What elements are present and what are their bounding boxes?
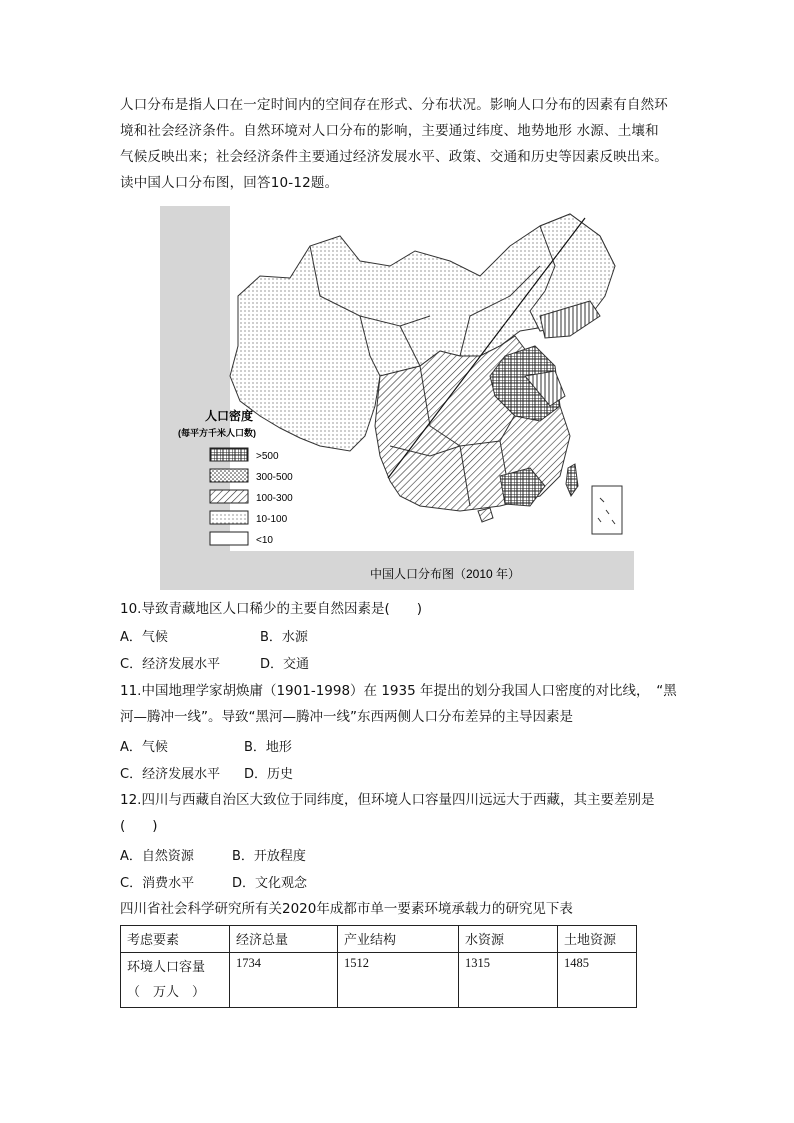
legend-item-3: 100-300 xyxy=(256,493,293,504)
legend-title: 人口密度 xyxy=(205,409,254,423)
table-header-industry: 产业结构 xyxy=(338,926,459,953)
table-row xyxy=(121,953,637,1008)
question-10-stem: 10.导致青藏地区人口稀少的主要自然因素是( ) xyxy=(120,601,423,617)
q10-option-b: B．水源 xyxy=(260,630,308,645)
table-header-factor: 考虑要素 xyxy=(121,926,230,953)
row-label-line-2: （ 万人 ） xyxy=(127,985,206,1000)
q11-option-a: A．气候 xyxy=(120,740,168,755)
legend-item-4: 10-100 xyxy=(256,514,288,525)
legend-item-1: >500 xyxy=(256,451,279,462)
q11-option-d: D．历史 xyxy=(244,767,294,782)
question-11-stem-1: 11.中国地理学家胡焕庸（1901-1998）在 1935 年提出的划分我国人口密度的对比线， “黑 xyxy=(120,683,677,699)
china-population-map xyxy=(160,206,634,590)
table-header-row xyxy=(121,926,637,953)
intro-line-2: 境和社会经济条件。自然环境对人口分布的影响，主要通过纬度、地势地形 水源、土壤和 xyxy=(120,123,659,139)
intro-line-3: 气候反映出来；社会经济条件主要通过经济发展水平、政策、交通和历史等因素反映出来。 xyxy=(120,149,668,165)
legend-item-2: 300-500 xyxy=(256,472,293,483)
intro-paragraph xyxy=(120,92,680,196)
q10-option-c: C．经济发展水平 xyxy=(120,657,221,672)
cell-land: 1485 xyxy=(558,953,637,1008)
q11-option-c: C．经济发展水平 xyxy=(120,767,221,782)
q10-option-d: D．交通 xyxy=(260,657,310,672)
cell-industry: 1512 xyxy=(338,953,459,1008)
q12-option-b: B．开放程度 xyxy=(232,849,306,864)
cell-water: 1315 xyxy=(459,953,558,1008)
table-header-water: 水资源 xyxy=(459,926,558,953)
table-intro: 四川省社会科学研究所有关2020年成都市单一要素环境承载力的研究见下表 xyxy=(120,901,573,917)
table-header-land: 土地资源 xyxy=(558,926,637,953)
table-header-economy: 经济总量 xyxy=(230,926,338,953)
question-12-stem-1: 12.四川与西藏自治区大致位于同纬度，但环境人口容量四川远远大于西藏，其主要差别是 xyxy=(120,792,655,808)
question-12-stem-2: ( ) xyxy=(120,818,158,834)
map-caption: 中国人口分布图（2010 年） xyxy=(370,567,521,581)
q12-option-c: C．消费水平 xyxy=(120,876,195,891)
intro-line-4: 读中国人口分布图，回答10-12题。 xyxy=(120,175,339,191)
question-11-stem-2: 河—腾冲一线”。导致“黑河—腾冲一线”东西两侧人口分布差异的主导因素是 xyxy=(120,709,573,725)
intro-line-1: 人口分布是指人口在一定时间内的空间存在形式、分布状况。影响人口分布的因素有自然环 xyxy=(120,97,668,113)
legend-subtitle: (每平方千米人口数) xyxy=(178,428,256,438)
cell-economy: 1734 xyxy=(230,953,338,1008)
table-row-label xyxy=(121,953,230,1008)
legend-item-5: <10 xyxy=(256,535,273,546)
q12-option-a: A．自然资源 xyxy=(120,849,194,864)
q12-option-d: D．文化观念 xyxy=(232,876,308,891)
q11-option-b: B．地形 xyxy=(244,740,292,755)
q10-option-a: A．气候 xyxy=(120,630,168,645)
map-svg xyxy=(160,206,634,590)
row-label-line-1: 环境人口容量 xyxy=(127,960,206,975)
capacity-table xyxy=(120,925,637,1008)
